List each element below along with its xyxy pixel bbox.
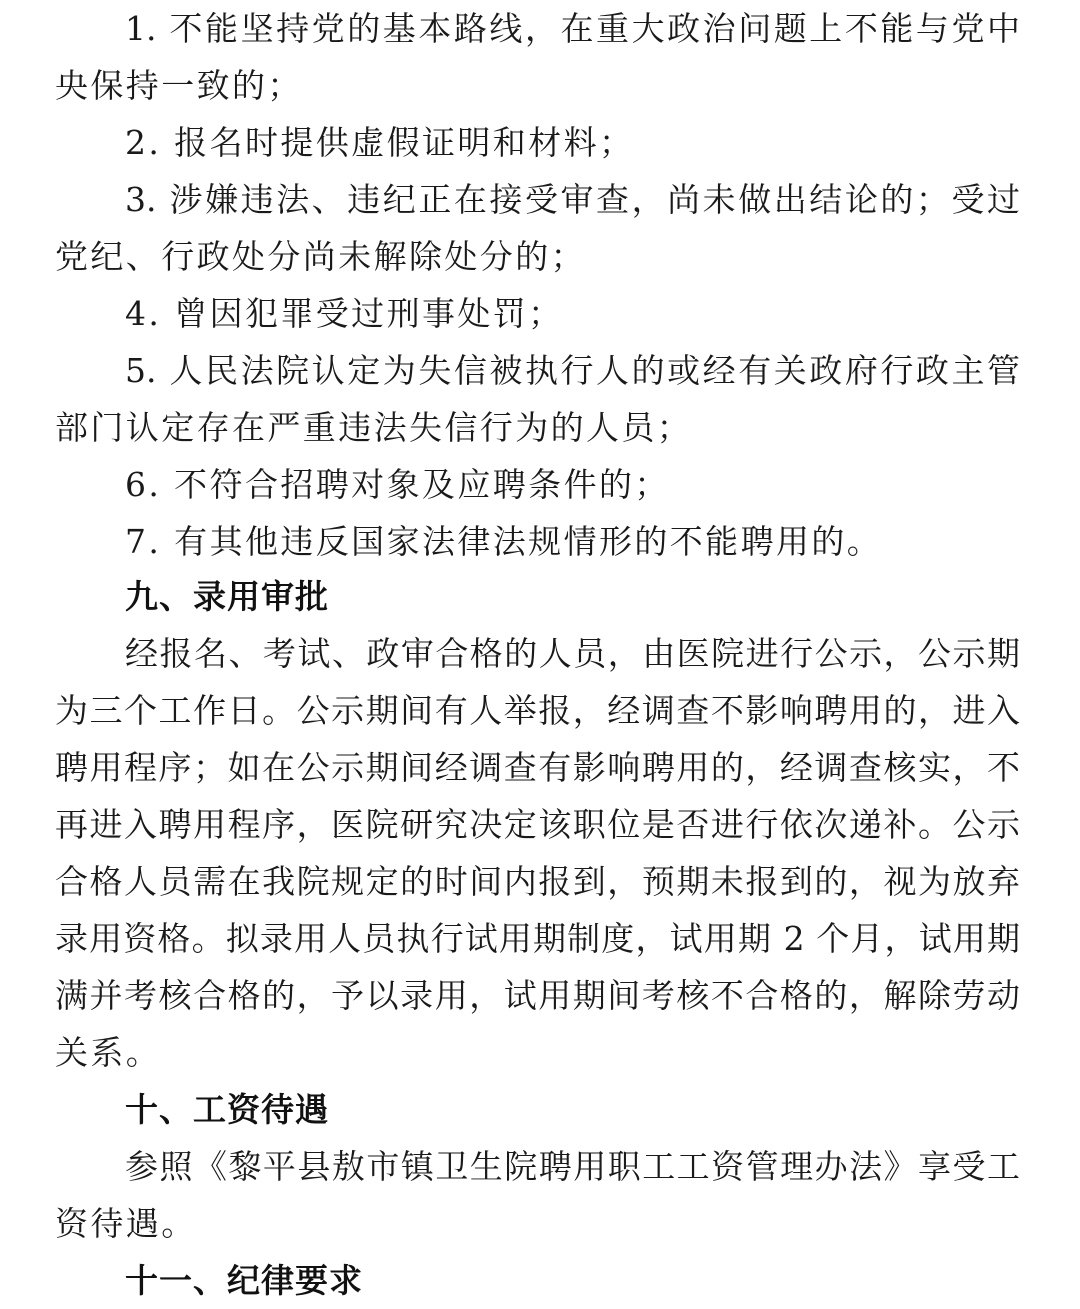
section-10-line-1: 参照《黎平县敖市镇卫生院聘用职工工资管理办法》享受工 [125,1147,1020,1186]
list-item-4: 4. 曾因犯罪受过刑事处罚； [125,294,564,333]
section-10-line-2: 资待遇。 [55,1204,197,1243]
list-item-5-line-1: 5. 人民法院认定为失信被执行人的或经有关政府行政主管 [125,351,1020,390]
section-heading-11: 十一、纪律要求 [125,1261,363,1300]
list-item-3-line-2: 党纪、行政处分尚未解除处分的； [55,237,586,276]
section-heading-9: 九、录用审批 [125,577,329,616]
list-item-5-line-2: 部门认定存在严重违法失信行为的人员； [55,408,693,447]
section-9-line-6: 录用资格。拟录用人员执行试用期制度，试用期 2 个月，试用期 [55,919,1020,958]
section-9-line-1: 经报名、考试、政审合格的人员，由医院进行公示，公示期 [125,634,1020,673]
section-9-line-2: 为三个工作日。公示期间有人举报，经调查不影响聘用的，进入 [55,691,1020,730]
section-9-line-7: 满并考核合格的，予以录用，试用期间考核不合格的，解除劳动 [55,976,1020,1015]
list-item-3-line-1: 3. 涉嫌违法、违纪正在接受审查，尚未做出结论的；受过 [125,180,1020,219]
section-heading-10: 十、工资待遇 [125,1090,329,1129]
list-item-2: 2. 报名时提供虚假证明和材料； [125,123,635,162]
section-9-line-5: 合格人员需在我院规定的时间内报到，预期未报到的，视为放弃 [55,862,1020,901]
list-item-1-line-1: 1. 不能坚持党的基本路线，在重大政治问题上不能与党中 [125,9,1020,48]
section-9-line-4: 再进入聘用程序，医院研究决定该职位是否进行依次递补。公示 [55,805,1020,844]
section-9-line-3: 聘用程序；如在公示期间经调查有影响聘用的，经调查核实，不 [55,748,1020,787]
section-9-line-8: 关系。 [55,1033,162,1072]
list-item-7: 7. 有其他违反国家法律法规情形的不能聘用的。 [125,522,883,561]
list-item-1-line-2: 央保持一致的； [55,66,303,105]
list-item-6: 6. 不符合招聘对象及应聘条件的； [125,465,670,504]
